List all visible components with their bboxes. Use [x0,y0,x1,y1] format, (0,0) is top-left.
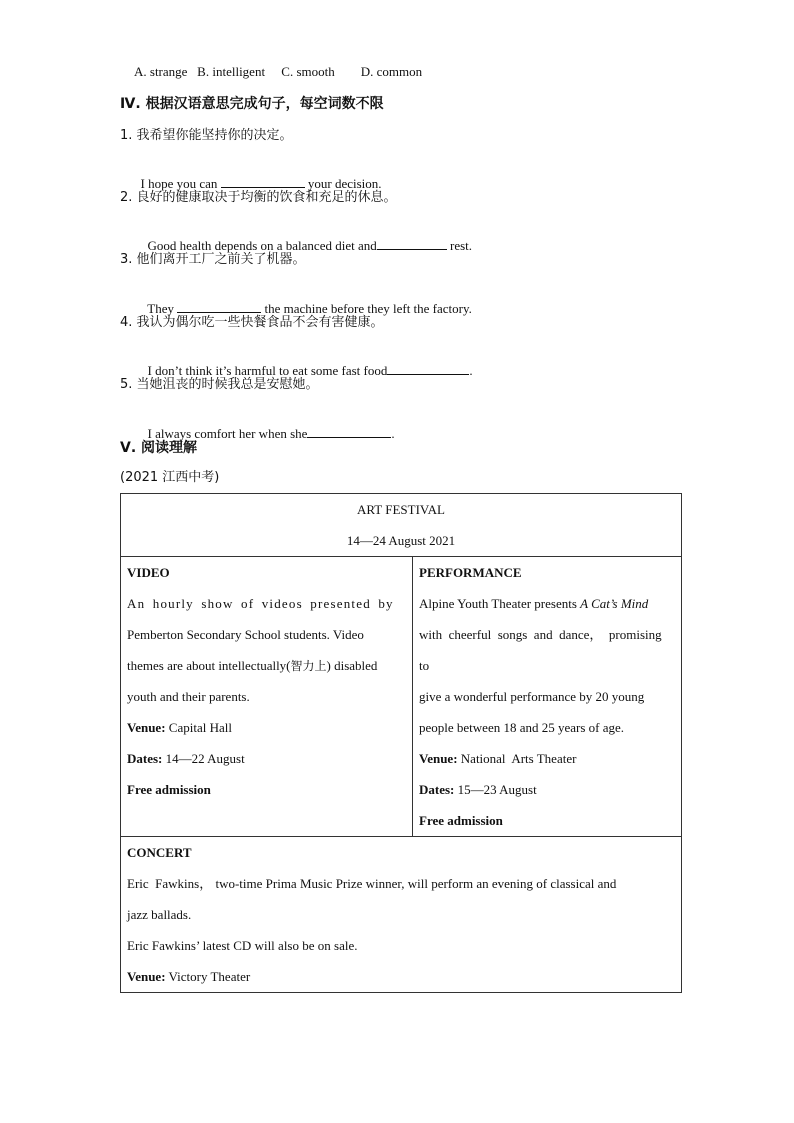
question-2-answer: Good health depends on a balanced diet and rest. [147,238,473,253]
performance-line-4: give a wonderful performance by 20 young [419,689,645,704]
festival-dates: 14—24 August 2021 [346,533,456,548]
performance-cell [413,557,682,837]
performance-line-3: to [419,658,430,673]
concert-line-1: Eric Fawkins， two-time Prima Music Prize winner, will perform an evening of classical and [127,876,617,891]
answer-blank-5[interactable] [307,425,391,438]
question-3-cn: 3. 他们离开工厂之前关了机器。 [120,252,306,267]
video-heading: VIDEO [127,565,170,580]
question-3-answer: They the machine before they left the factory. [147,301,472,316]
question-4-answer: I don’t think it’s harmful to eat some fast food . [147,363,473,378]
section-4-title: Ⅳ. 根据汉语意思完成句子，每空词数不限 [120,96,384,112]
performance-venue: Venue: National Arts Theater [419,751,577,766]
question-1-answer: I hope you can your decision. [140,176,382,191]
concert-heading: CONCERT [127,845,192,860]
video-cell [121,557,413,837]
source-note: (2021 江西中考) [120,470,220,485]
answer-blank-4[interactable] [387,362,469,375]
video-dates: Dates: 14—22 August [127,751,245,766]
question-4-cn: 4. 我认为偶尔吃一些快餐食品不会有害健康。 [120,315,384,330]
festival-title: ART FESTIVAL [357,502,445,517]
festival-header [121,494,682,557]
section-5-title: Ⅴ. 阅读理解 [120,440,198,456]
video-admission: Free admission [127,782,211,797]
video-line-3: themes are about intellectually(智力上) disabled [127,658,378,673]
video-line-2: Pemberton Secondary School students. Video [127,627,364,642]
answer-blank-1[interactable] [221,175,305,188]
question-5-cn: 5. 当她沮丧的时候我总是安慰她。 [120,377,319,392]
question-1-cn: 1. 我希望你能坚持你的决定。 [120,128,293,143]
performance-dates: Dates: 15—23 August [419,782,537,797]
performance-admission: Free admission [419,813,503,828]
concert-line-3: Eric Fawkins’ latest CD will also be on sale. [127,938,358,953]
question-5-answer: I always comfort her when she . [147,426,395,441]
performance-heading: PERFORMANCE [419,565,522,580]
concert-venue: Venue: Victory Theater [127,969,251,984]
choice-options: A. strange B. intelligent C. smooth D. common [134,64,423,79]
performance-line-1: Alpine Youth Theater presents A Cat’s Mind [419,596,649,611]
concert-cell [121,837,682,993]
answer-blank-2[interactable] [377,237,447,250]
question-2-cn: 2. 良好的健康取决于均衡的饮食和充足的休息。 [120,190,397,205]
concert-line-2: jazz ballads. [127,907,192,922]
art-festival-table [120,493,682,993]
video-line-1: An hourly show of videos presented by [127,596,394,611]
answer-blank-3[interactable] [177,300,261,313]
performance-line-2: with cheerful songs and dance， promising [419,627,662,642]
video-venue: Venue: Capital Hall [127,720,232,735]
video-line-4: youth and their parents. [127,689,250,704]
performance-line-5: people between 18 and 25 years of age. [419,720,625,735]
